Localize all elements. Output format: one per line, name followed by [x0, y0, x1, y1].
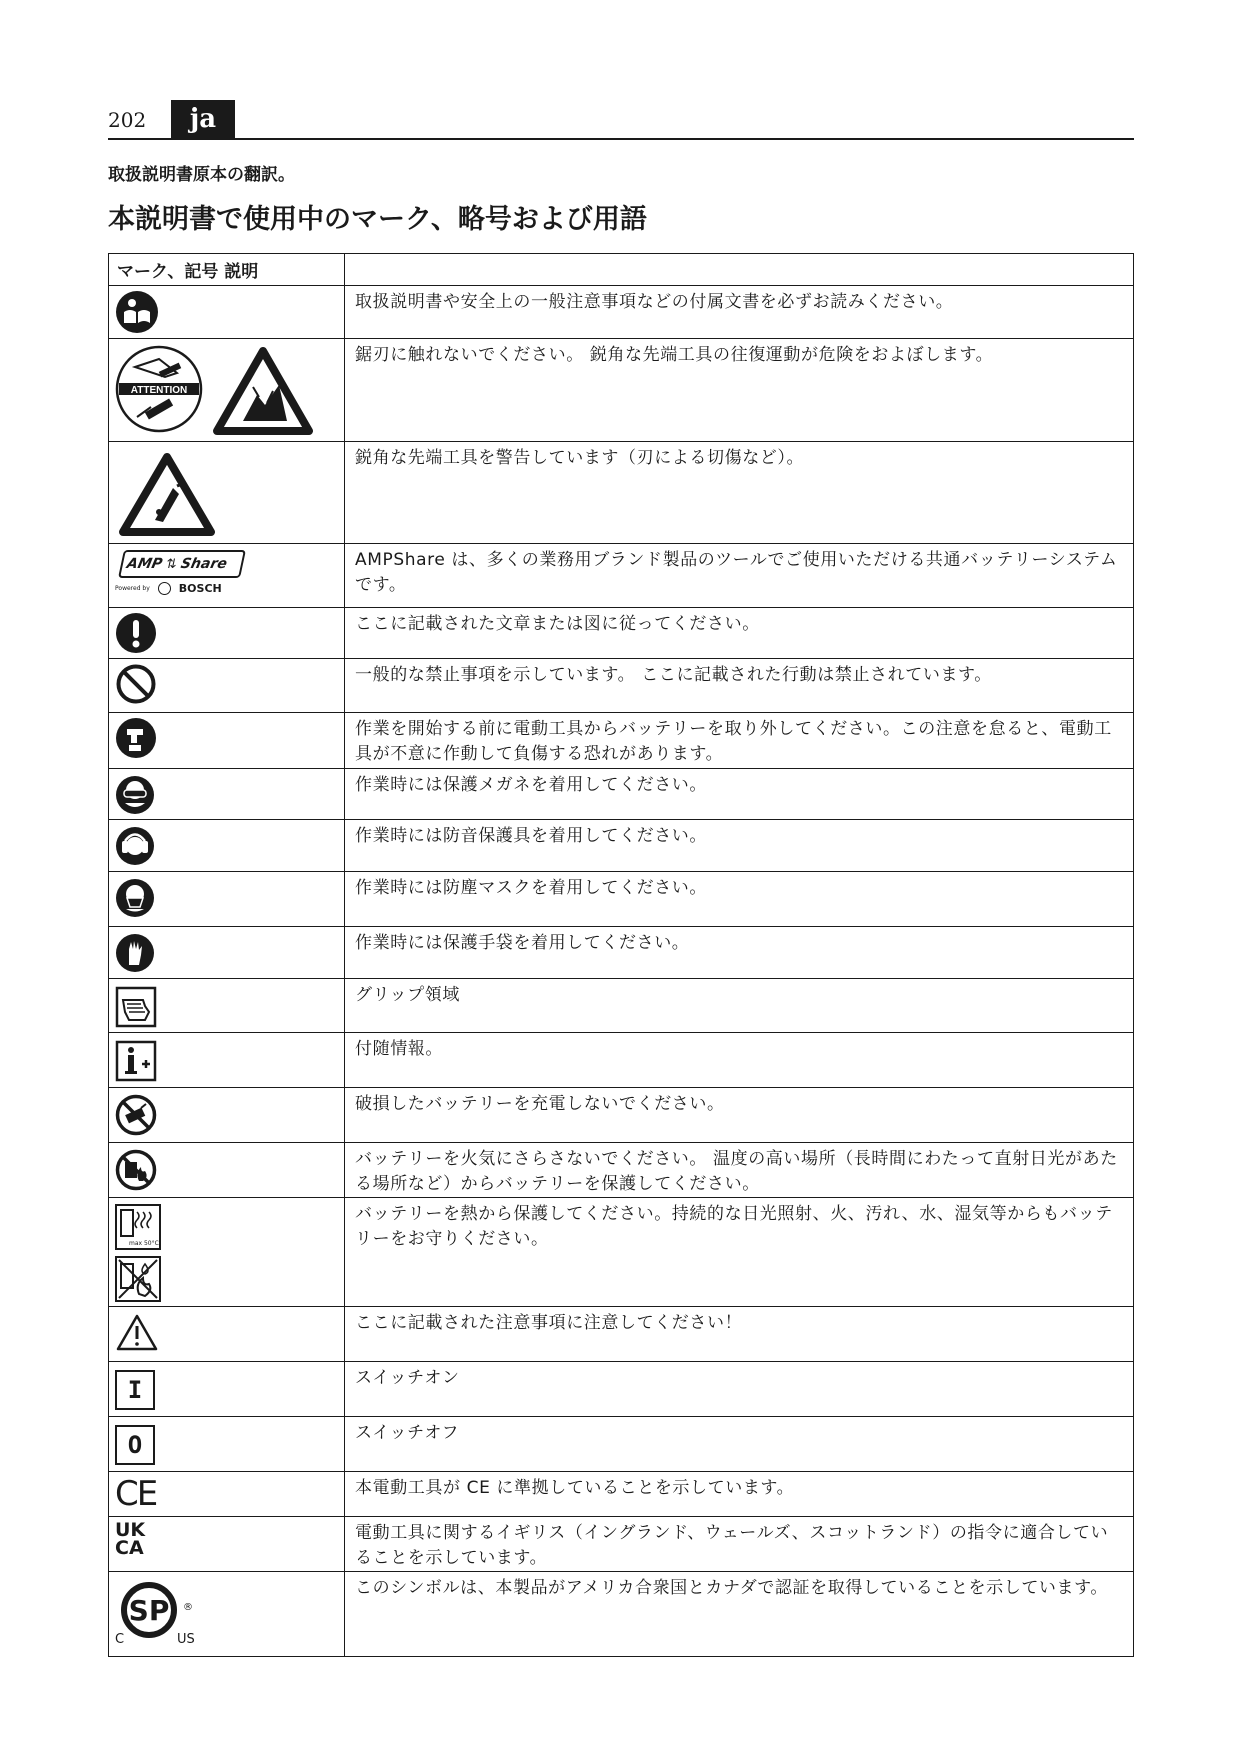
warning-triangle-icon	[115, 1313, 159, 1353]
description-text: 作業時には保護メガネを着用してください。	[355, 775, 707, 795]
attention-blade-icon	[115, 345, 203, 433]
csa-us-label: US	[177, 1632, 195, 1647]
description-text: 作業を開始する前に電動工具からバッテリーを取り外してください。この注意を怠ると、電動工具が不意に作動して負傷する恐れがあります。	[355, 719, 1112, 764]
table-row	[109, 1517, 1134, 1572]
table-header-cell	[109, 254, 345, 286]
ampshare-arrows-icon: ⇅	[164, 556, 179, 572]
switch-on-symbol: I	[127, 1376, 143, 1404]
description-text: 作業時には防音保護具を着用してください。	[355, 826, 707, 846]
table-row	[109, 608, 1134, 659]
grip-area-icon	[115, 986, 157, 1028]
description-text: このシンボルは、本製品がアメリカ合衆国とカナダで認証を取得していることを示しています。	[355, 1578, 1108, 1598]
description-text: スイッチオン	[355, 1368, 460, 1388]
description-text: 本電動工具が CE に準拠していることを示しています。	[355, 1478, 795, 1498]
description-text: バッテリーを熱から保護してください。持続的な日光照射、火、汚れ、水、湿気等からもバッテリーをお守りください。	[355, 1204, 1113, 1249]
page-header	[108, 100, 1134, 140]
description-text: 破損したバッテリーを充電しないでください。	[355, 1094, 725, 1114]
switch-off-icon	[115, 1425, 155, 1465]
table-row	[109, 1088, 1134, 1143]
ampshare-logo-share: Share	[179, 556, 229, 572]
csa-mark-icon	[117, 1578, 181, 1642]
dust-mask-icon	[115, 878, 155, 918]
description-text: 取扱説明書や安全上の一般注意事項などの付属文書を必ずお読みください。	[355, 292, 954, 312]
attention-label: ATTENTION	[130, 385, 188, 396]
remove-battery-icon	[115, 717, 157, 759]
table-row	[109, 1198, 1134, 1307]
ampshare-logo-amp: AMP	[125, 556, 164, 572]
description-text: 鋸刃に触れないでください。 鋭角な先端工具の往復運動が危険をおよぼします。	[355, 345, 994, 365]
no-charge-damaged-battery-icon	[115, 1094, 157, 1136]
column-header-description: 説明	[224, 262, 259, 282]
description-text: AMPShare は、多くの業務用ブランド製品のツールでご使用いただける共通バッテリーシステムです。	[355, 550, 1118, 595]
switch-off-symbol: O	[127, 1431, 143, 1459]
ampshare-powered-by: Powered by	[115, 585, 150, 592]
table-row	[109, 339, 1134, 442]
table-row	[109, 769, 1134, 820]
ampshare-logo-icon	[118, 550, 246, 578]
ce-mark-icon: CE	[115, 1474, 157, 1514]
table-header-row	[109, 254, 1134, 286]
table-row	[109, 1143, 1134, 1198]
description-text: バッテリーを火気にさらさないでください。 温度の高い場所（長時間にわたって直射日光があたる場所など）からバッテリーを保護してください。	[355, 1149, 1118, 1194]
table-row	[109, 820, 1134, 872]
csa-canada-label: C	[115, 1632, 125, 1647]
symbols-table	[108, 253, 1134, 1657]
description-text: 一般的な禁止事項を示しています。 ここに記載された行動は禁止されています。	[355, 665, 992, 685]
description-text: 電動工具に関するイギリス（イングランド、ウェールズ、スコットランド）の指令に適合していることを示しています。	[355, 1523, 1109, 1568]
safety-glasses-icon	[115, 775, 155, 815]
ukca-mark-icon: UK	[115, 1519, 146, 1541]
description-text: 付随情報。	[355, 1039, 443, 1059]
page-title: 本説明書で使用中のマーク、略号および用語	[108, 204, 647, 235]
description-text: ここに記載された注意事項に注意してください！	[355, 1313, 743, 1333]
description-text: 作業時には保護手袋を着用してください。	[355, 933, 690, 953]
translation-note: 取扱説明書原本の翻訳。	[108, 165, 295, 185]
table-row	[109, 927, 1134, 979]
table-row	[109, 979, 1134, 1033]
mandatory-info-icon	[115, 612, 157, 654]
table-row	[109, 1572, 1134, 1657]
table-row	[109, 1307, 1134, 1362]
description-text: グリップ領域	[355, 985, 460, 1005]
description-text: ここに記載された文章または図に従ってください。	[355, 614, 760, 634]
table-row	[109, 1362, 1134, 1417]
no-fire-battery-icon	[115, 1149, 157, 1191]
battery-heat-icon	[115, 1204, 161, 1250]
table-row	[109, 1417, 1134, 1472]
ear-protection-icon	[115, 826, 155, 866]
table-row	[109, 659, 1134, 713]
table-row	[109, 1033, 1134, 1088]
read-manual-icon	[115, 290, 159, 334]
description-text: スイッチオフ	[355, 1423, 460, 1443]
max-temperature-label: max 50°C	[129, 1240, 159, 1247]
table-row	[109, 286, 1134, 339]
description-text: 作業時には防塵マスクを着用してください。	[355, 878, 707, 898]
csa-letters: SP	[128, 1594, 170, 1627]
battery-no-fire-water-icon	[115, 1256, 161, 1302]
gloves-icon	[115, 933, 155, 973]
ukca-mark-icon-line2: CA	[115, 1537, 144, 1559]
switch-on-icon	[115, 1370, 155, 1410]
table-row	[109, 713, 1134, 769]
prohibition-icon	[115, 663, 157, 705]
table-row	[109, 872, 1134, 927]
table-row	[109, 1472, 1134, 1517]
table-row	[109, 544, 1134, 608]
table-row	[109, 442, 1134, 544]
bosch-logo-text: BOSCH	[178, 582, 222, 595]
sharp-tool-warning-icon	[213, 345, 313, 437]
bosch-logo-icon	[158, 582, 171, 595]
page-number: 202	[108, 108, 147, 132]
additional-info-icon	[115, 1040, 157, 1082]
cut-hazard-warning-icon	[119, 452, 215, 538]
column-header-mark: マーク、記号	[117, 262, 219, 282]
csa-registered: ®	[183, 1602, 193, 1613]
description-text: 鋭角な先端工具を警告しています（刃による切傷など）。	[355, 448, 805, 468]
language-tab: ja	[171, 100, 235, 138]
table-header-blank	[345, 254, 1134, 286]
